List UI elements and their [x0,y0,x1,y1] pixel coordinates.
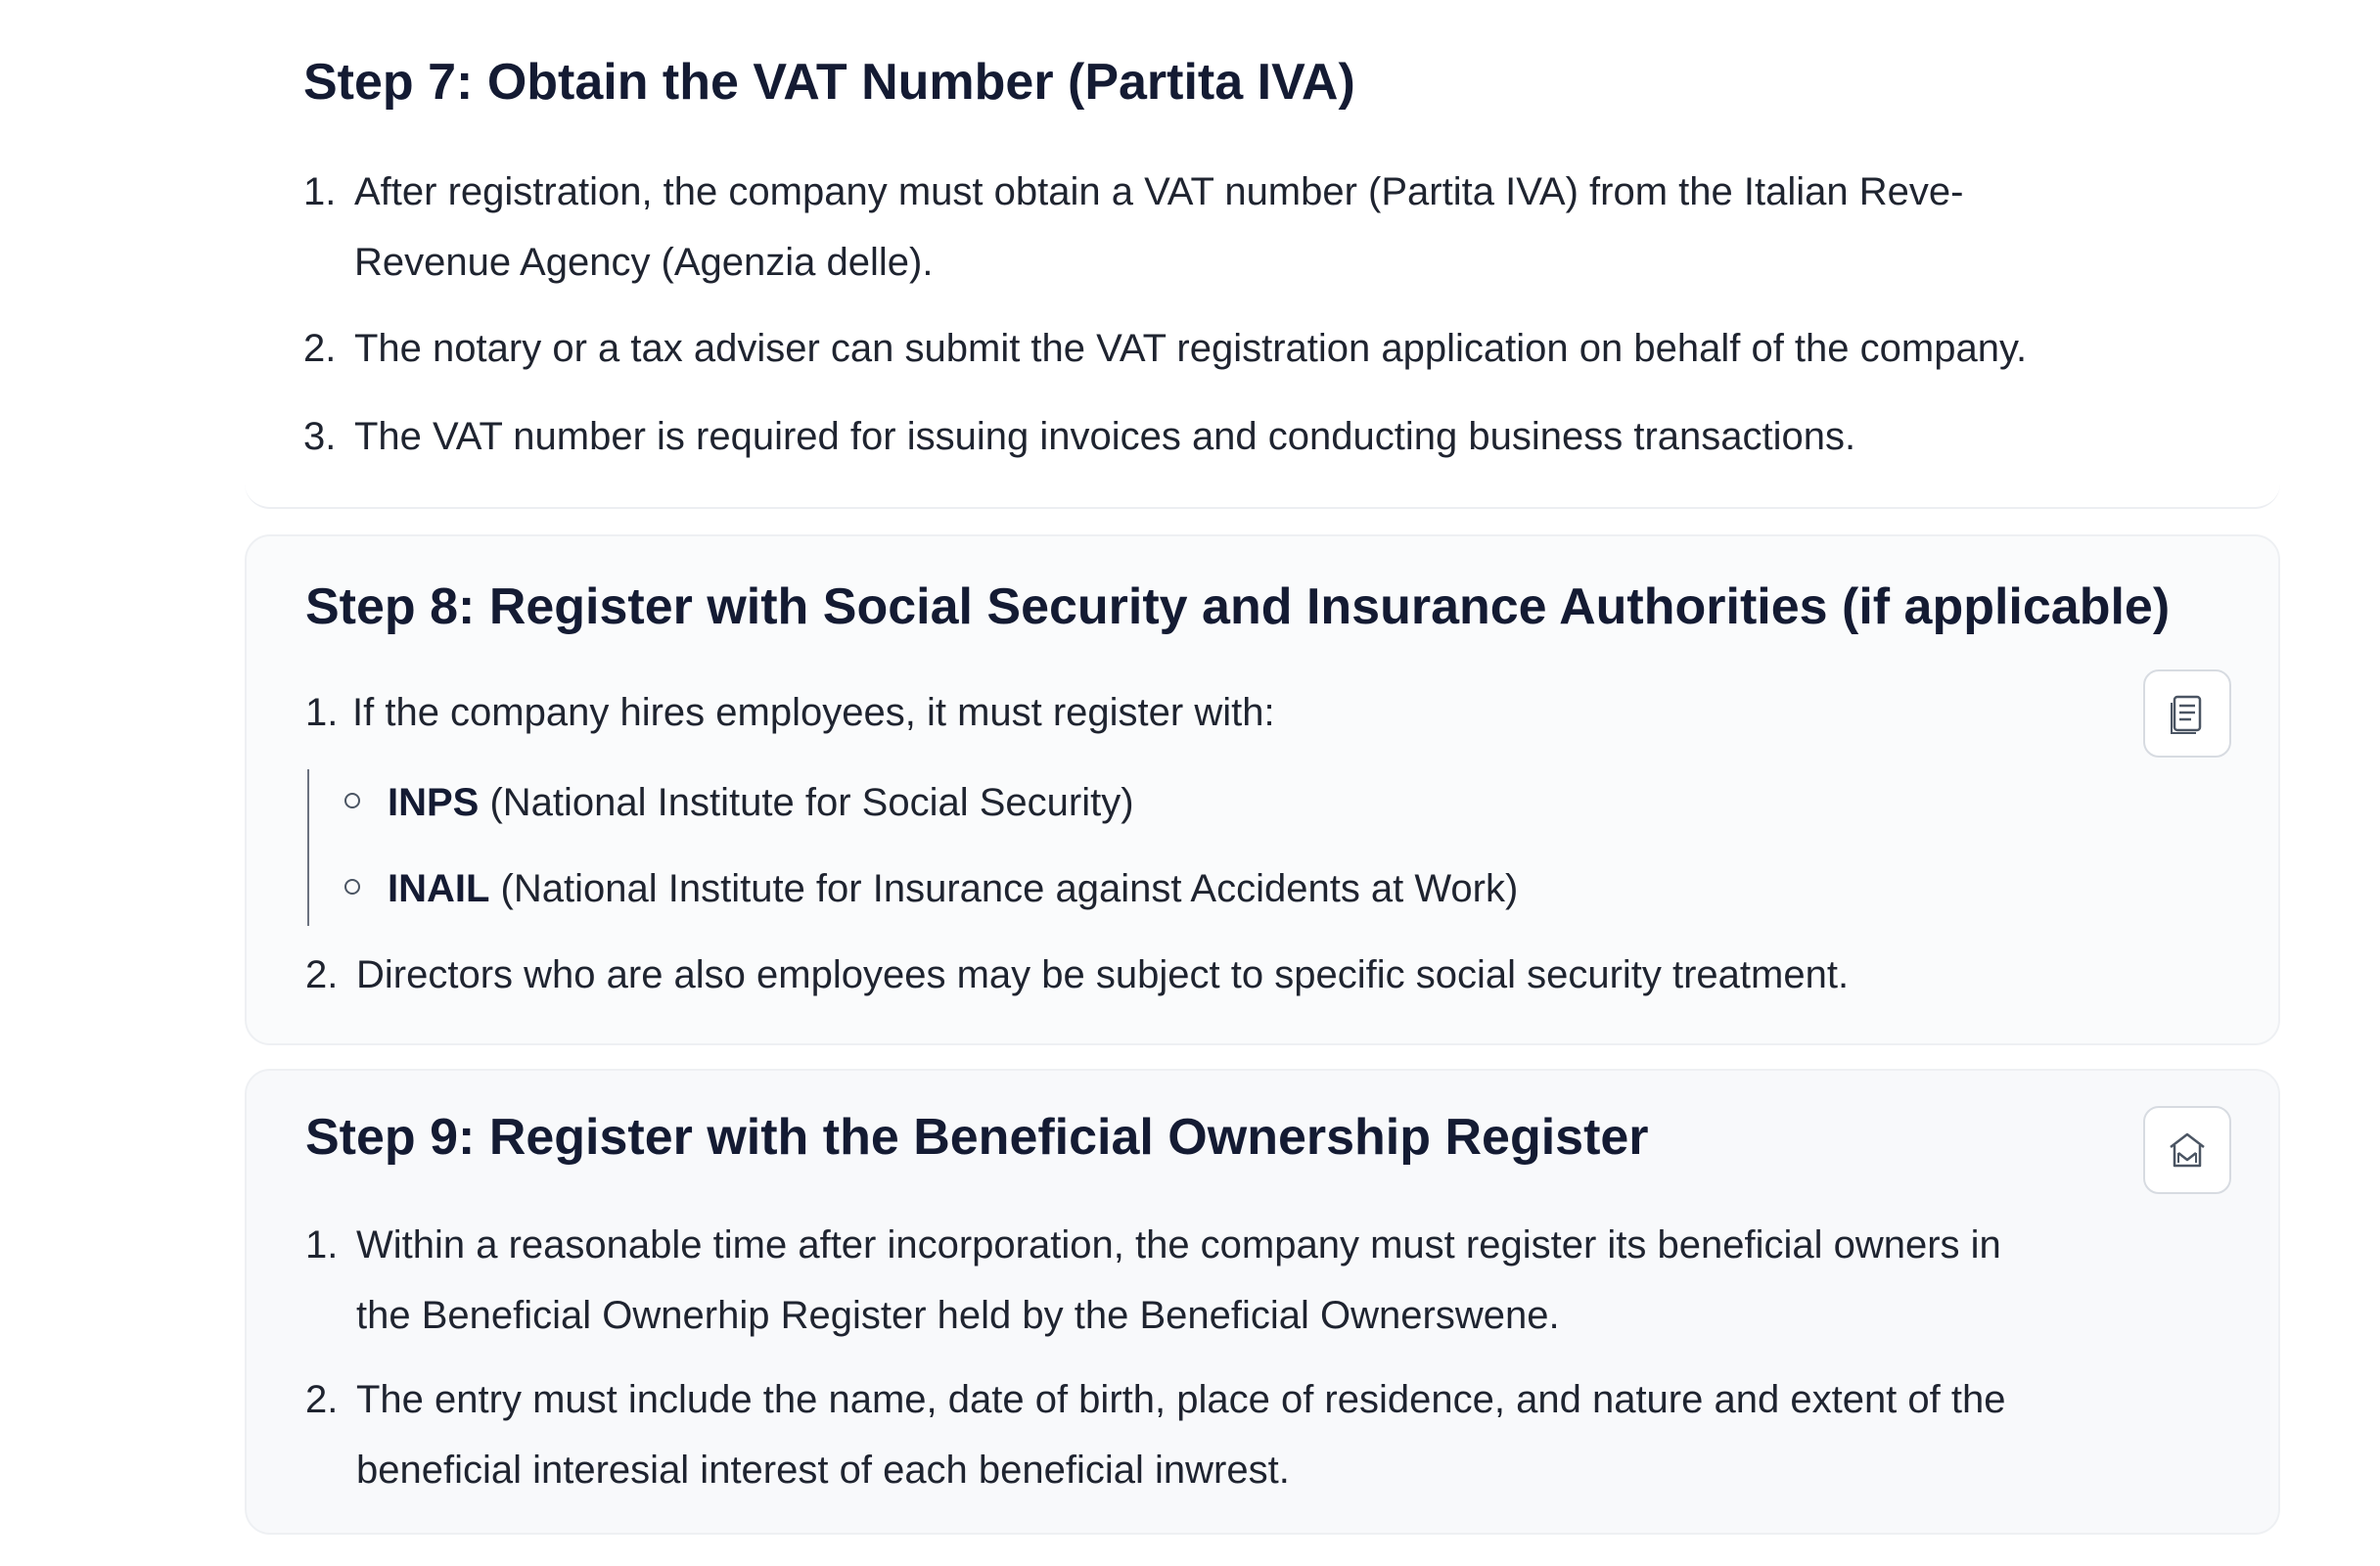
subitem-text: (National Institute for Social Security) [479,781,1134,824]
step-7-item-3 [303,401,1855,472]
list-text: The VAT number is required for issuing invoices and conducting business transactions. [354,415,1856,458]
list-text: After registration, the company must obtain a VAT number (Partita IVA) from the Italian Reve- [354,170,1964,213]
step-9-card [245,1069,2280,1535]
step-8-card [245,534,2280,1045]
subitem-bold: INAIL [388,867,490,910]
step-8-item-2 [305,940,1849,1010]
step-7-card [245,0,2280,509]
list-text: The notary or a tax adviser can submit the VAT registration application on behalf of the company. [354,327,2028,370]
list-text: The entry must include the name, date of birth, place of residence, and nature and extent of the [356,1378,2006,1421]
home-mail-button[interactable] [2143,1106,2231,1194]
step-8-subitem-inail [344,859,1518,918]
sublist-rule [307,769,309,926]
subitem-bold: INPS [388,781,480,824]
list-number: 1. [305,691,339,734]
step-8-item-1 [305,677,1275,748]
list-number: 3. [303,415,337,458]
bullet-circle-icon [344,793,360,808]
home-mail-icon [2163,1126,2212,1174]
bullet-circle-icon [344,879,360,895]
list-text: If the company hires employees, it must register with: [352,691,1275,734]
step-9-item-2 [305,1364,2006,1505]
step-7-title: Step 7: Obtain the VAT Number (Partita IVA) [303,54,1355,111]
step-8-subitem-inps [344,773,1134,832]
list-number: 2. [303,327,337,370]
list-text-continued: beneficial interesial interest of each beneficial inwrest. [356,1449,1290,1492]
list-number: 1. [303,170,337,213]
step-7-item-2 [303,313,2027,384]
step-8-title: Step 8: Register with Social Security and Insurance Authorities (if applicable) [305,578,2171,635]
document-list-button[interactable] [2143,669,2231,758]
step-9-item-1 [305,1210,2001,1351]
document-list-icon [2163,689,2212,738]
list-number: 2. [305,1378,339,1421]
step-9-title: Step 9: Register with the Beneficial Ownership Register [305,1109,1649,1166]
subitem-text: (National Institute for Insurance against Accidents at Work) [489,867,1519,910]
step-7-item-1 [303,157,1963,298]
list-number: 2. [305,953,339,996]
list-text-continued: Revenue Agency (Agenzia delle). [354,241,934,284]
list-number: 1. [305,1223,339,1267]
list-text-continued: the Beneficial Ownerhip Register held by the Beneficial Ownerswene. [356,1294,1560,1337]
list-text: Within a reasonable time after incorporation, the company must register its beneficial owners in [356,1223,2001,1267]
list-text: Directors who are also employees may be subject to specific social security treatment. [356,953,1850,996]
